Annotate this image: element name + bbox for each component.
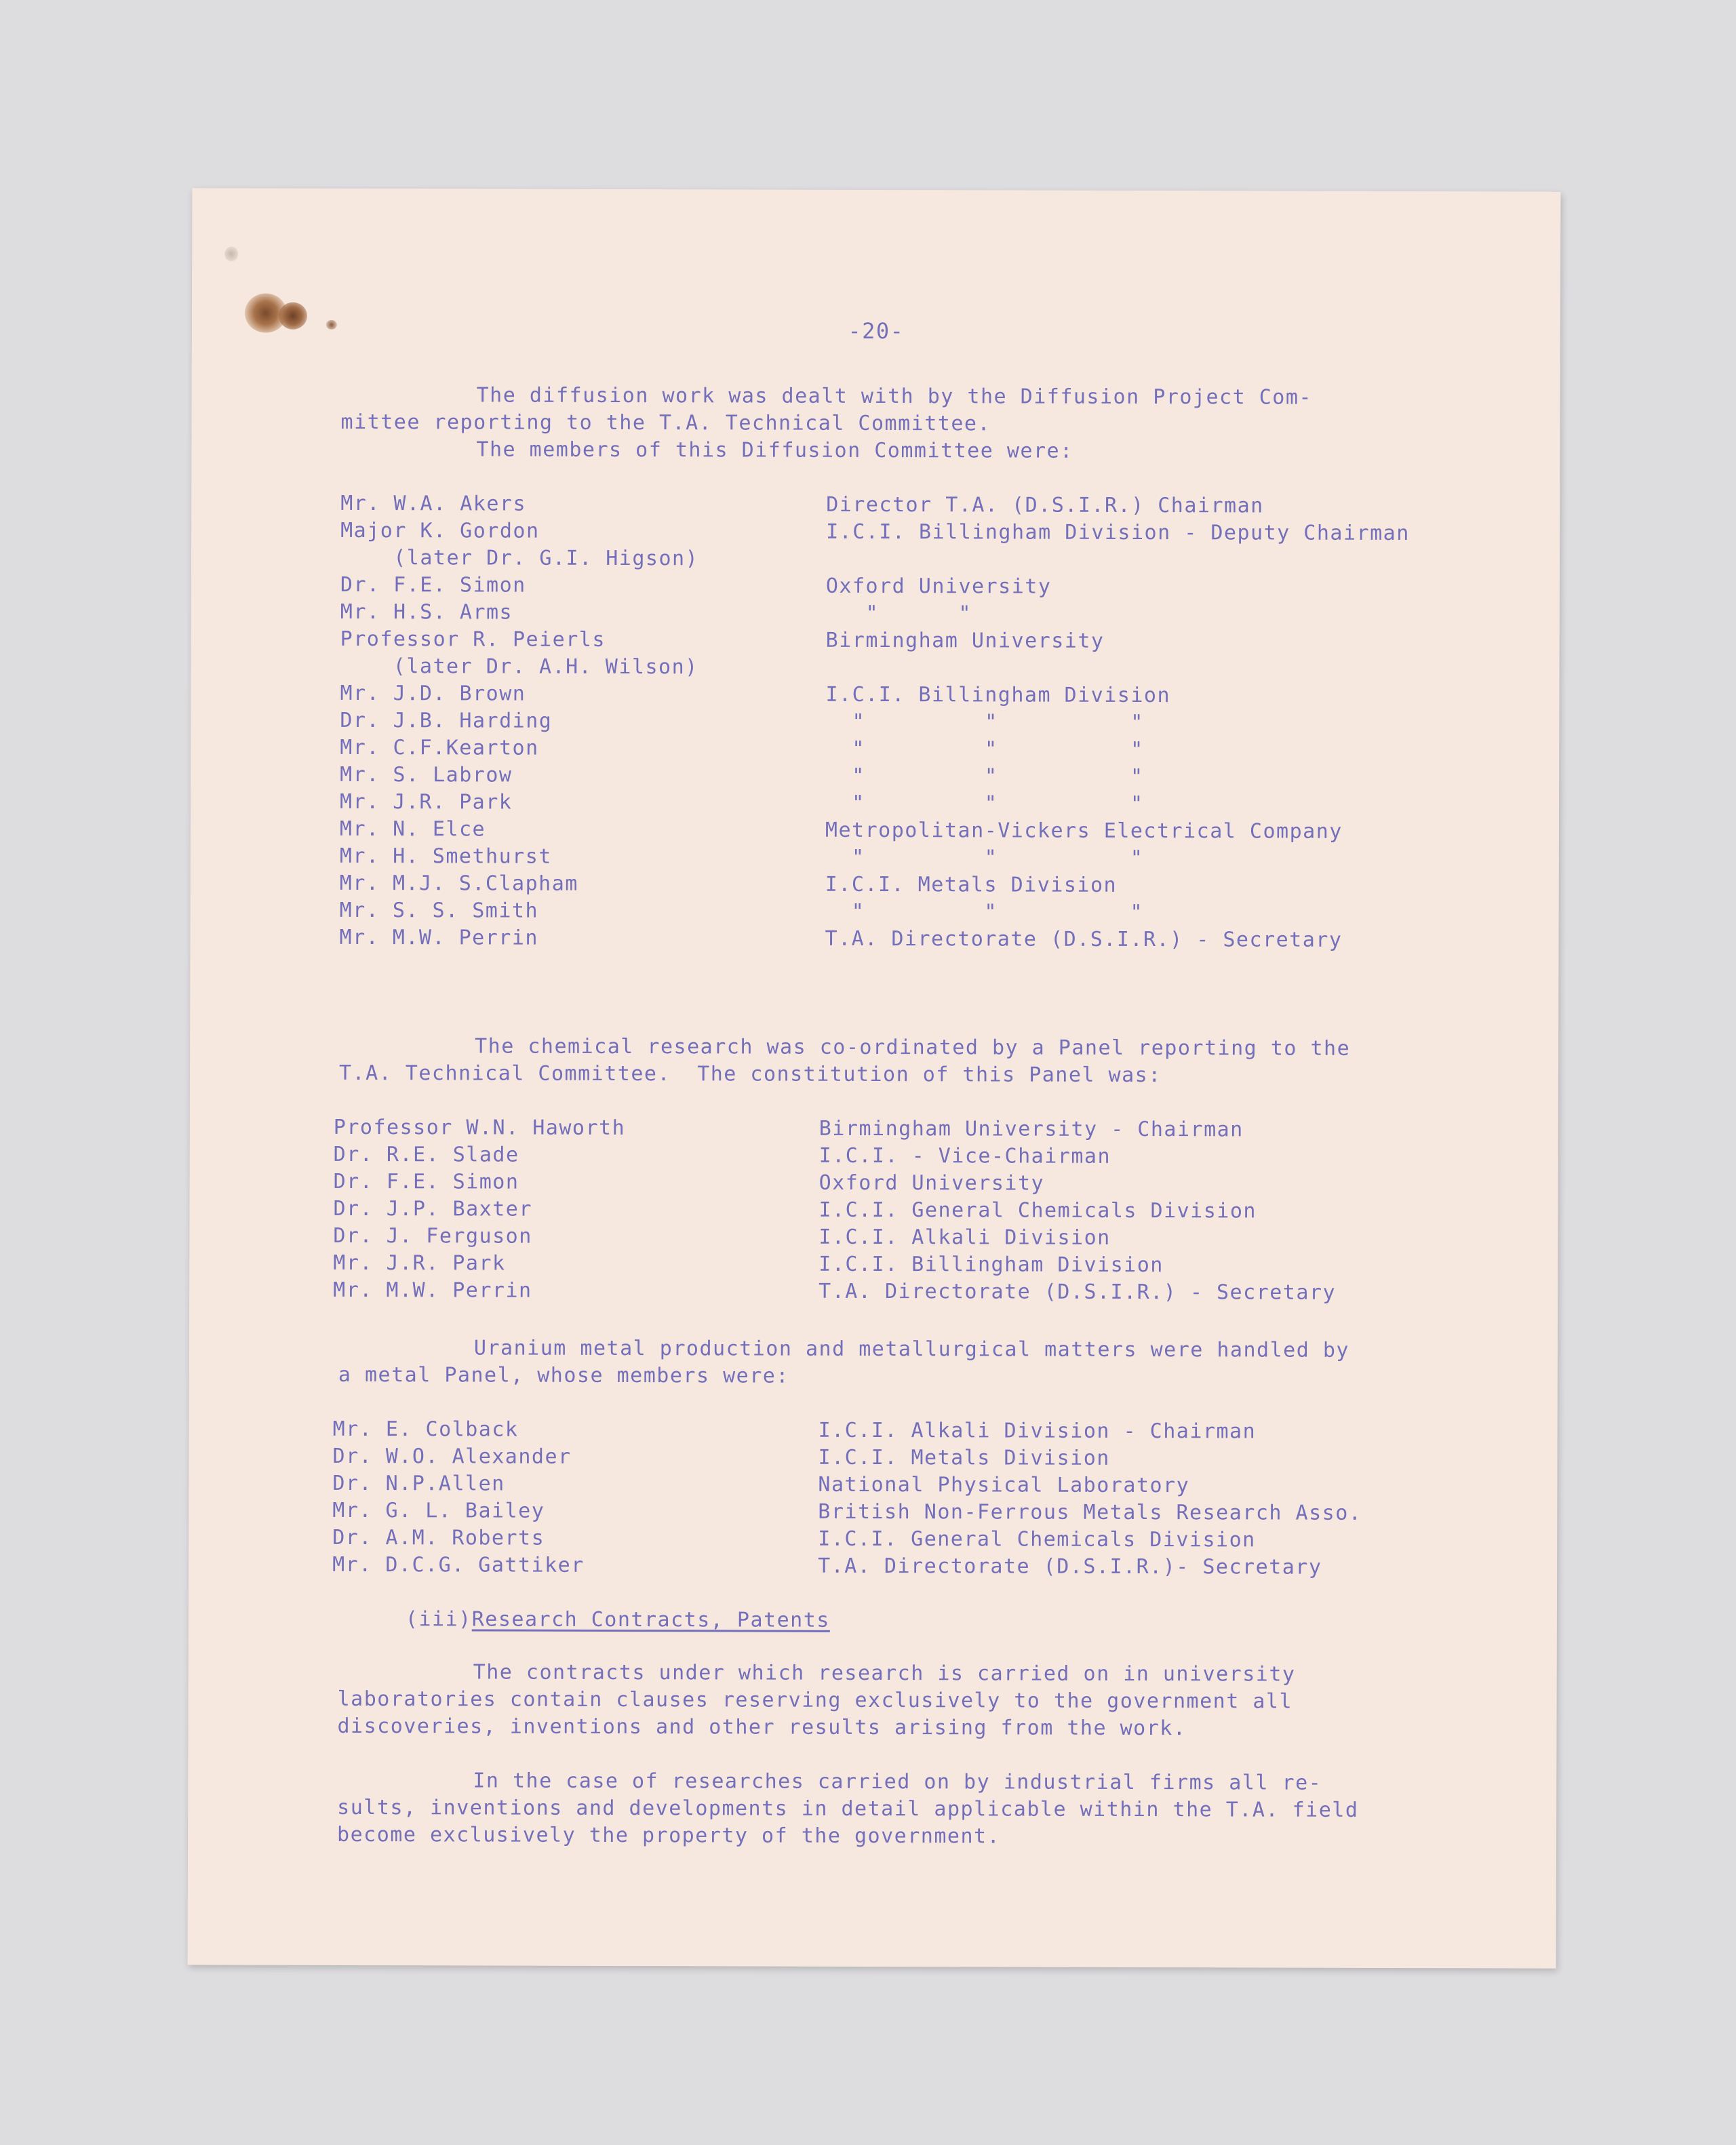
member-org: Birmingham University - Chairman bbox=[818, 1116, 1244, 1142]
member-org: National Physical Laboratory bbox=[818, 1472, 1190, 1498]
member-org: I.C.I. Billingham Division bbox=[825, 682, 1171, 708]
industrial-paragraph bbox=[337, 1767, 1388, 1851]
member-name: Mr. J.R. Park bbox=[340, 789, 513, 814]
member-name: Dr. F.E. Simon bbox=[340, 572, 526, 597]
member-name: Mr. D.C.G. Gattiker bbox=[332, 1552, 585, 1577]
member-name: Mr. S. S. Smith bbox=[339, 898, 539, 923]
member-org: " " " bbox=[825, 845, 1144, 871]
member-org: T.A. Directorate (D.S.I.R.) - Secretary bbox=[818, 1279, 1337, 1305]
member-org: " " " bbox=[825, 899, 1144, 925]
member-name: Mr. N. Elce bbox=[339, 816, 486, 842]
member-name: Mr. J.D. Brown bbox=[340, 681, 526, 706]
contracts-line: discoveries, inventions and other results arising from the work. bbox=[337, 1714, 1187, 1741]
section-heading bbox=[406, 1606, 830, 1634]
member-org: I.C.I. Billingham Division - Deputy Chairman bbox=[826, 519, 1410, 546]
industrial-line: sults, inventions and developments in detail applicable within the T.A. field bbox=[337, 1795, 1359, 1822]
members-heading bbox=[340, 436, 1392, 466]
member-name: Professor W.N. Haworth bbox=[333, 1115, 626, 1141]
member-name: Mr. M.W. Perrin bbox=[339, 925, 539, 950]
member-org: Oxford University bbox=[825, 574, 1052, 599]
industrial-line: become exclusively the property of the government. bbox=[337, 1822, 1001, 1849]
member-name: Dr. N.P.Allen bbox=[332, 1471, 505, 1496]
member-name: Dr. F.E. Simon bbox=[333, 1169, 519, 1194]
member-name: Mr. S. Labrow bbox=[340, 762, 513, 787]
document-page bbox=[188, 188, 1561, 1968]
member-name: Mr. M.W. Perrin bbox=[333, 1278, 532, 1303]
member-org: I.C.I. Metals Division bbox=[825, 872, 1118, 897]
stain-mark bbox=[224, 246, 238, 261]
contracts-paragraph bbox=[337, 1659, 1388, 1743]
members-heading-text: The members of this Diffusion Committee were: bbox=[476, 437, 1073, 463]
member-org: I.C.I. Billingham Division bbox=[818, 1252, 1164, 1278]
member-name: Dr. J.P. Baxter bbox=[333, 1196, 532, 1221]
member-org: " " " bbox=[825, 791, 1144, 816]
member-org: Oxford University bbox=[818, 1170, 1045, 1196]
member-org: British Non-Ferrous Metals Research Asso. bbox=[818, 1499, 1362, 1525]
member-org: " " " bbox=[825, 709, 1144, 735]
chemical-line: The chemical research was co-ordinated by a Panel reporting to the bbox=[475, 1034, 1351, 1061]
member-org: I.C.I. Alkali Division - Chairman bbox=[818, 1418, 1257, 1444]
chemical-paragraph bbox=[339, 1033, 1390, 1090]
member-org: I.C.I. Metals Division bbox=[818, 1445, 1110, 1470]
member-org: I.C.I. - Vice-Chairman bbox=[818, 1143, 1111, 1168]
member-org: " " bbox=[825, 601, 972, 626]
member-org: Birmingham University bbox=[825, 628, 1105, 653]
member-name: Mr. M.J. S.Clapham bbox=[339, 871, 578, 896]
member-name: (later Dr. A.H. Wilson) bbox=[340, 654, 698, 680]
intro-line: mittee reporting to the T.A. Technical Committee. bbox=[340, 410, 991, 436]
member-name: Dr. J. Ferguson bbox=[333, 1223, 532, 1248]
member-name: Mr. C.F.Kearton bbox=[340, 735, 539, 760]
member-org: I.C.I. Alkali Division bbox=[818, 1225, 1111, 1250]
member-name: Major K. Gordon bbox=[340, 518, 540, 543]
member-name: Mr. E. Colback bbox=[332, 1417, 519, 1442]
member-org: " " " bbox=[825, 736, 1144, 762]
member-name: Mr. J.R. Park bbox=[333, 1251, 506, 1276]
member-name: Mr. H.S. Arms bbox=[340, 599, 513, 625]
member-org: Metropolitan-Vickers Electrical Company bbox=[825, 818, 1343, 844]
industrial-line: In the case of researches carried on by industrial firms all re- bbox=[473, 1769, 1322, 1795]
section-number: (iii) bbox=[405, 1607, 472, 1632]
metal-members-list bbox=[332, 1416, 1418, 1581]
chemical-line: T.A. Technical Committee. The constitution of this Panel was: bbox=[338, 1061, 1162, 1088]
member-org: T.A. Directorate (D.S.I.R.)- Secretary bbox=[818, 1554, 1322, 1579]
member-name: Mr. W.A. Akers bbox=[340, 491, 527, 516]
section-title: Research Contracts, Patents bbox=[471, 1607, 830, 1632]
member-org: Director T.A. (D.S.I.R.) Chairman bbox=[826, 492, 1264, 518]
member-org: T.A. Directorate (D.S.I.R.) - Secretary bbox=[825, 926, 1343, 952]
metal-line: Uranium metal production and metallurgical matters were handled by bbox=[473, 1336, 1350, 1362]
metal-paragraph bbox=[338, 1335, 1389, 1392]
member-name: (later Dr. G.I. Higson) bbox=[340, 545, 699, 571]
diffusion-members-list bbox=[339, 490, 1425, 954]
contracts-line: laboratories contain clauses reserving exclusively to the government all bbox=[337, 1687, 1293, 1714]
member-name: Dr. J.B. Harding bbox=[340, 708, 553, 733]
member-name: Dr. W.O. Alexander bbox=[332, 1444, 572, 1469]
member-org: I.C.I. General Chemicals Division bbox=[818, 1198, 1257, 1223]
intro-paragraph bbox=[340, 382, 1392, 439]
member-org: I.C.I. General Chemicals Division bbox=[818, 1527, 1256, 1552]
chemical-members-list bbox=[333, 1114, 1419, 1307]
metal-line: a metal Panel, whose members were: bbox=[338, 1362, 789, 1388]
contracts-line: The contracts under which research is carried on in university bbox=[473, 1660, 1296, 1687]
member-name: Mr. G. L. Bailey bbox=[332, 1498, 545, 1523]
member-name: Dr. R.E. Slade bbox=[333, 1142, 519, 1167]
member-name: Mr. H. Smethurst bbox=[339, 844, 552, 869]
member-org: " " " bbox=[825, 764, 1144, 789]
page-number: -20- bbox=[848, 317, 905, 345]
member-name: Dr. A.M. Roberts bbox=[332, 1525, 545, 1550]
intro-line: The diffusion work was dealt with by the Diffusion Project Com- bbox=[476, 383, 1313, 410]
member-name: Professor R. Peierls bbox=[340, 627, 606, 652]
